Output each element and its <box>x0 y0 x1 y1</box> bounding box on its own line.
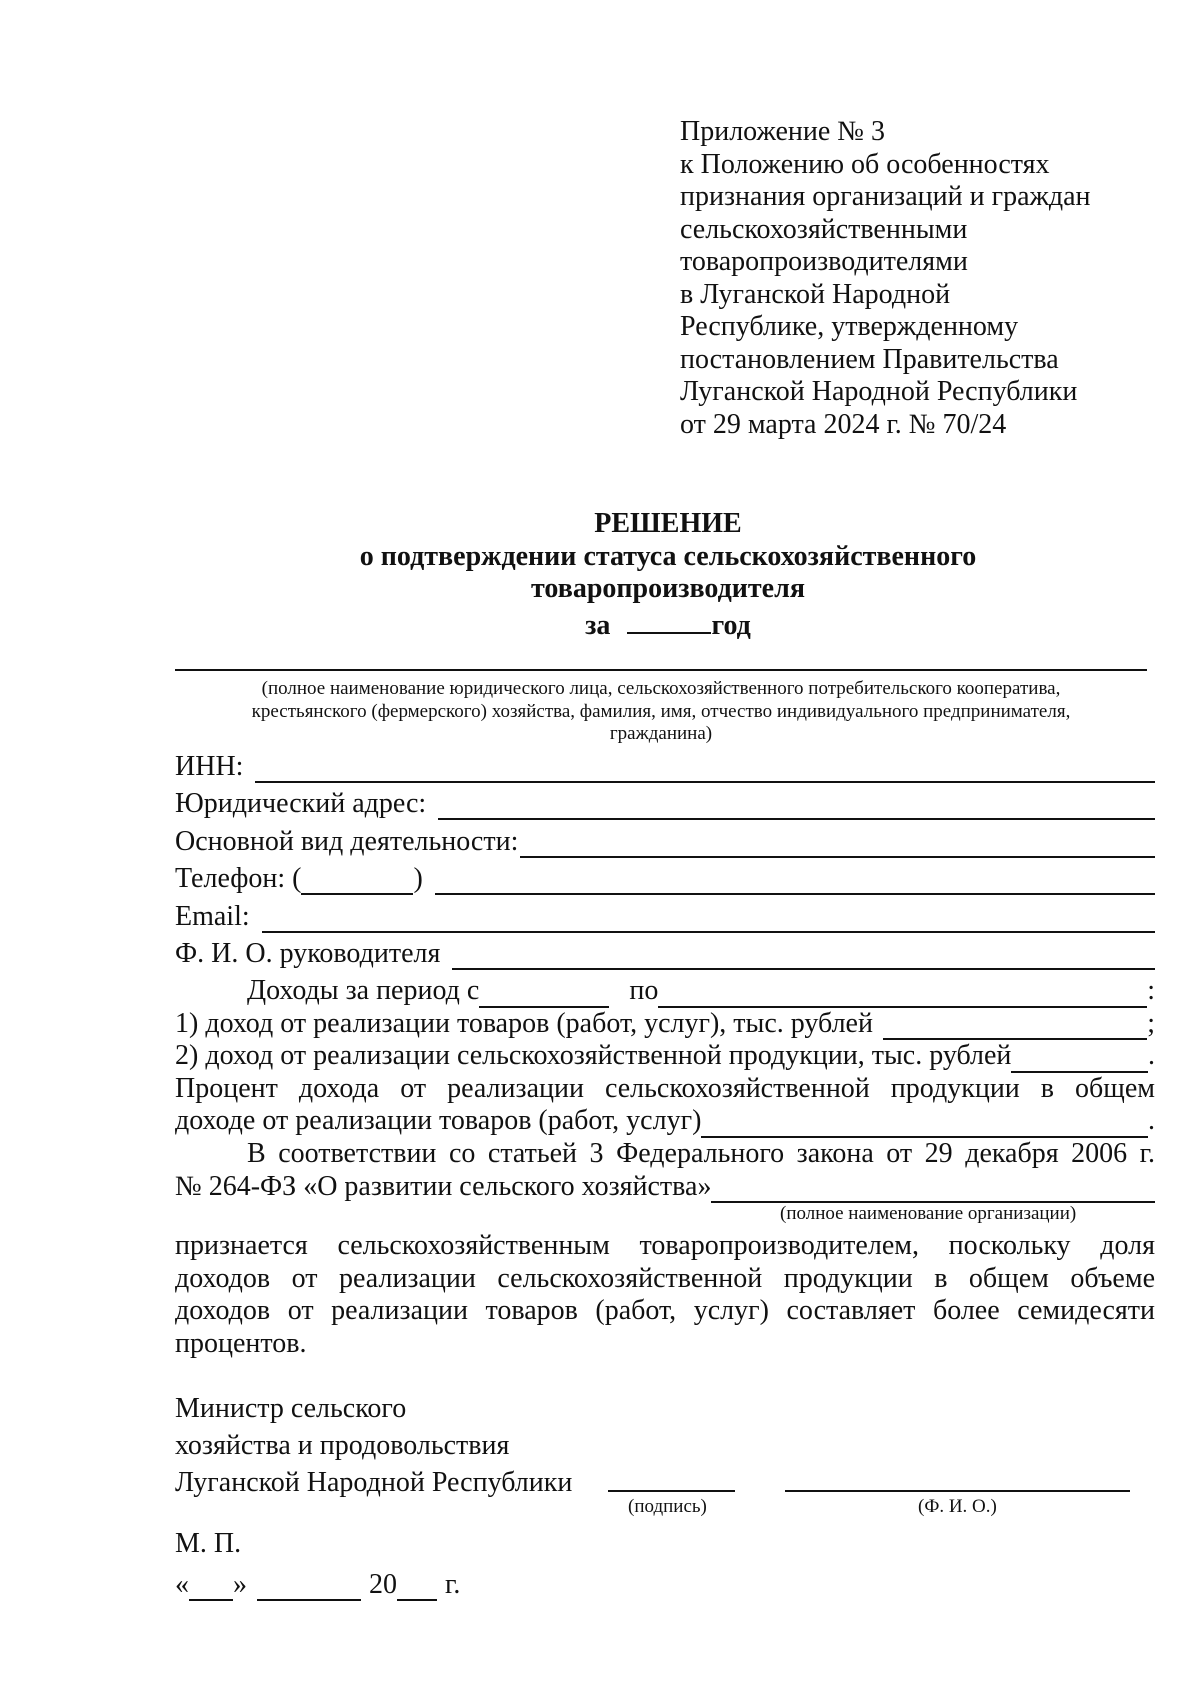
title-heading: РЕШЕНИЕ <box>594 508 742 539</box>
phone-number-blank[interactable] <box>435 869 1155 895</box>
period-colon: : <box>1147 975 1155 1006</box>
head-name-blank[interactable] <box>452 944 1155 970</box>
decision-text-line: доходов от реализации сельскохозяйственной продукции в общем объеме <box>175 1262 1155 1294</box>
income-item1-line <box>175 1008 1155 1041</box>
stamp-place: М. П. <box>175 1528 242 1559</box>
year-suffix: год <box>711 609 751 641</box>
income-period-line <box>175 975 1155 1008</box>
main-activity-label: Основной вид деятельности: <box>175 825 519 857</box>
income-item1-blank[interactable] <box>883 1014 1147 1040</box>
phone-open-paren: ( <box>292 863 302 894</box>
signer-line: хозяйства и продовольствия <box>175 1430 510 1461</box>
legal-address-label: Юридический адрес: <box>175 788 427 819</box>
decision-text-line: признается сельскохозяйственным товаропроизводителем, поскольку доля <box>175 1230 1155 1261</box>
income-item1-label: 1) доход от реализации товаров (работ, услуг), тыс. рублей <box>175 1007 873 1039</box>
appendix-line: сельскохозяйственными <box>680 213 968 245</box>
income-item2-dot: . <box>1148 1040 1155 1072</box>
date-close-quote: » <box>233 1569 247 1600</box>
decision-paragraph <box>175 1230 1155 1360</box>
period-from-label: Доходы за период с <box>247 975 480 1006</box>
decision-text-line: процентов. <box>175 1327 307 1359</box>
main-activity-row <box>175 820 1155 858</box>
appendix-line: постановлением Правительства <box>680 343 1059 375</box>
appendix-line: от 29 марта 2024 г. № 70/24 <box>680 408 1007 440</box>
appendix-line: признания организаций и граждан <box>680 181 1091 212</box>
percent-blank[interactable] <box>701 1112 1148 1138</box>
title-line: о подтверждении статуса сельскохозяйственного <box>359 540 977 572</box>
phone-code-blank[interactable] <box>301 869 413 895</box>
percent-line: Процент дохода от реализации сельскохозяйственной продукции в общем <box>175 1072 1155 1104</box>
org-name-caption <box>175 678 1147 746</box>
date-day-blank[interactable] <box>189 1575 233 1601</box>
head-name-label: Ф. И. О. руководителя <box>175 938 441 969</box>
income-item2-line <box>175 1040 1155 1073</box>
date-year-prefix: 20 <box>369 1569 397 1600</box>
title-year-line <box>0 606 1200 643</box>
phone-close-paren: ) <box>413 863 423 894</box>
title-line: товаропроизводителя <box>531 573 805 604</box>
legal-address-row <box>175 783 1155 821</box>
document-title <box>0 508 1200 642</box>
phone-label: Телефон: <box>175 863 286 894</box>
legal-address-blank[interactable] <box>438 794 1155 820</box>
appendix-block <box>680 116 1150 441</box>
appendix-line: в Луганской Народной <box>680 278 951 310</box>
appendix-line: Республике, утвержденному <box>680 311 1019 342</box>
decision-text-line: доходов от реализации товаров (работ, услуг) составляет более семидесяти <box>175 1295 1155 1327</box>
percent-dot: . <box>1148 1105 1155 1137</box>
phone-row <box>175 858 1155 896</box>
inn-label: ИНН: <box>175 750 244 782</box>
appendix-line: Приложение № 3 <box>680 116 885 147</box>
date-year-suffix: г. <box>445 1569 461 1600</box>
date-year-blank[interactable] <box>397 1575 437 1601</box>
email-label: Email: <box>175 900 250 932</box>
inn-row <box>175 745 1155 783</box>
signature-block <box>175 1390 572 1501</box>
org-name-line[interactable] <box>175 669 1147 671</box>
decision-line-2 <box>175 1171 1155 1204</box>
appendix-line: товаропроизводителями <box>680 246 968 277</box>
signer-line: Луганской Народной Республики <box>175 1467 573 1498</box>
period-to-label: по <box>629 975 659 1006</box>
fio-caption: (Ф. И. О.) <box>918 1496 997 1517</box>
head-name-row <box>175 933 1155 971</box>
income-section <box>175 975 1155 1203</box>
year-blank[interactable] <box>627 606 711 634</box>
period-from-blank[interactable] <box>479 982 609 1008</box>
percent-line-2 <box>175 1105 1155 1138</box>
signature-blank[interactable] <box>608 1490 735 1492</box>
signer-line: Министр сельского <box>175 1393 407 1424</box>
fio-blank[interactable] <box>785 1490 1130 1492</box>
income-item2-label: 2) доход от реализации сельскохозяйственной продукции, тыс. рублей <box>175 1040 1012 1072</box>
percent-label: доходе от реализации товаров (работ, услуг) <box>175 1105 702 1137</box>
appendix-line: Луганской Народной Республики <box>680 376 1078 407</box>
org-full-name-blank[interactable] <box>711 1177 1155 1203</box>
email-blank[interactable] <box>262 907 1155 933</box>
inn-blank[interactable] <box>255 757 1155 783</box>
org-full-name-caption: (полное наименование организации) <box>780 1203 1077 1224</box>
year-prefix: за <box>585 609 611 641</box>
signature-caption: (подпись) <box>628 1496 707 1517</box>
main-activity-blank[interactable] <box>520 832 1155 858</box>
decision-line-1: В соответствии со статьей 3 Федерального закона от 29 декабря 2006 г. <box>247 1137 1155 1169</box>
caption-line: (полное наименование юридического лица, сельскохозяйственного потребительского кооператива, <box>261 678 1061 699</box>
income-item1-semicolon: ; <box>1147 1007 1155 1039</box>
appendix-line: к Положению об особенностях <box>680 148 1050 180</box>
income-item2-blank[interactable] <box>1011 1047 1148 1073</box>
date-line <box>175 1565 460 1601</box>
date-month-blank[interactable] <box>257 1575 361 1601</box>
caption-line: крестьянского (фермерского) хозяйства, фамилия, имя, отчество индивидуального предпринимателя, <box>251 700 1071 722</box>
requisites-fields <box>175 745 1155 970</box>
email-row <box>175 895 1155 933</box>
caption-line: гражданина) <box>609 723 713 744</box>
period-to-blank[interactable] <box>658 982 1147 1008</box>
decision-law-label: № 264-ФЗ «О развитии сельского хозяйства» <box>175 1170 712 1202</box>
date-open-quote: « <box>175 1569 189 1600</box>
